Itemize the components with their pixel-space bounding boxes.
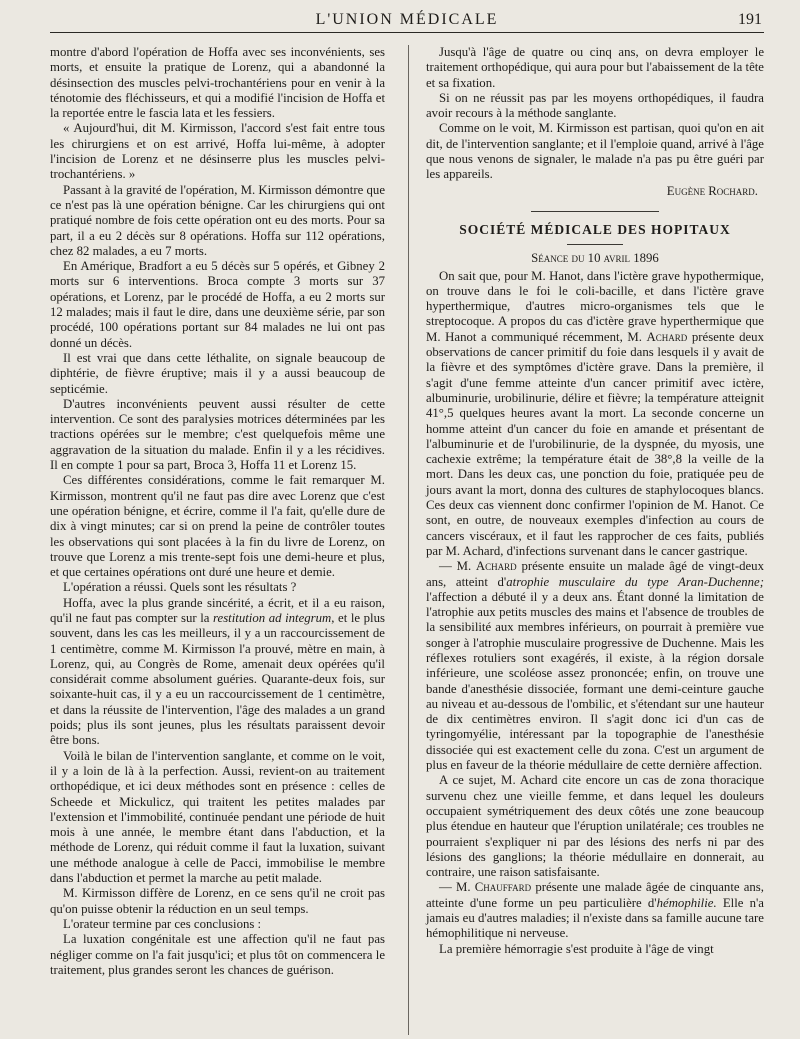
diagnosis-term: atrophie musculaire du type Aran-Duchenne; — [506, 574, 765, 589]
column-rule — [408, 45, 409, 1035]
paragraph: L'orateur termine par ces conclusions : — [63, 916, 262, 931]
paragraph — [426, 559, 764, 773]
text-run: On sait que, pour M. Hanot, dans l'ictère grave hypothermique, on trouve dans le foi le coli-bacille, et dans l'ictère grave hyperthermique, d'autres micro-organismes tels que le streptocoque. A propos du cas d'ictère grave hyperthermique que M. Hanot a communiqué récemment, M. — [426, 268, 764, 344]
text-run: — M. — [439, 559, 476, 574]
paragraph: Comme on le voit, M. Kirmisson est partisan, quoi qu'on en ait dit, de l'intervention sanglante; et il l'emploie quand, arrivé à l'âge que nous venons de signaler, le malade n'a pas pu être guéri par les appareils. — [426, 121, 764, 182]
paragraph: D'autres inconvénients peuvent aussi résulter de cette intervention. Ce sont des paralysies motrices déterminées par les tractions opérées sur le membre; c'est quelquefois même une aggravation de la situation du malade. Enfin il y a les récidives. Il en compte 1 pour sa part, Broca 3, Hoffa 11 et Lorenz 15. — [50, 396, 385, 473]
paragraph: M. Kirmisson diffère de Lorenz, en ce sens qu'il ne croit pas qu'on puisse obtenir la réduction en un seul temps. — [50, 886, 385, 916]
section-title: SOCIÉTÉ MÉDICALE DES HOPITAUX — [459, 221, 731, 237]
text-run: présente ensuite un malade âgé de vingt-deux ans, atteint d' — [426, 559, 764, 589]
paragraph: Jusqu'à l'âge de quatre ou cinq ans, on devra employer le traitement orthopédique, qui aura pour but l'abaissement de la tête et sa fixation. — [426, 45, 764, 90]
paragraph — [50, 596, 385, 749]
journal-title: L'UNION MÉDICALE — [315, 11, 499, 28]
person-name: Achard — [475, 559, 517, 574]
session-date: Séance du 10 avril 1896 — [531, 251, 659, 266]
text-run: Elle n'a jamais eu d'autres maladies; il n'existe dans sa famille aucune tare hémophilitique ni nerveuse. — [426, 895, 764, 941]
right-column — [426, 45, 764, 978]
paragraph: La première hémorragie s'est produite à l'âge de vingt — [439, 941, 714, 956]
text-run: Hoffa, avec la plus grande sincérité, a écrit, et il a eu raison, qu'il ne faut pas compter sur la — [50, 595, 385, 625]
paragraph: Passant à la gravité de l'opération, M. Kirmisson démontre que ce n'est pas là une opération bénigne. Car les chirurgiens qui ont pratiqué nombre de fois cette opération ont eu des morts. Pour sa part, il a eu 2 décès sur 8 opérations. Hoffa sur 112 opérations, chez 82 malades, a eu 7 morts. — [50, 182, 385, 258]
text-run: présente deux observations de cancer primitif du foie dans lesquels il y avait de la fièvre et des symptômes d'ictère grave. Dans la première, il s'agit d'une femme atteinte d'un cancer primitif avec ictère, albuminurie, urobilinurie, délire et fièvre; la température atteignit 41°,5 quelques heures avant la mort. La seconde concerne un homme atteint d'un cancer du foie en amande et présentant de l'albuminurie et de l'urobilinurie, de la dyspnée, du myosis, une cachexie extrême; la température était de 38°,8 la veille de la mort. Dans les deux cas, une ponction du foie, pratiquée peu de jours avant la mort, donna des cultures de staphylocoques blancs. Ces deux cas viennent donc confirmer l'opinion de M. Hanot. Ce sont, en outre, de nouveaux exemples d'infection au cours de cancers viscéraux, et il faut les rapprocher de ces faits, publiés par M. Achard, d'infections survenant dans le cancer gastrique. — [426, 329, 764, 558]
diagnosis-term: hémophilie. — [656, 895, 717, 910]
text-run: — M. — [439, 880, 475, 895]
paragraph: Ces différentes considérations, comme le fait remarquer M. Kirmisson, montrent qu'il ne faut pas dire avec Lorenz que c'est une opération bénigne, et écrire, comme il l'a fait, qu'elle dure de dix à vingt minutes; car si on prend la peine de contrôler toutes les observations qui sont placées à la fin du livre de Lorenz, on trouve que Lorenz a mis trente-sept fois une demi-heure et plus, et que certaines opérations ont duré une heure et demie. — [50, 473, 385, 580]
paragraph: montre d'abord l'opération de Hoffa avec ses inconvénients, ses morts, et ensuite la pratique de Lorenz, qui a abandonné la désinsection des muscles pelvi-trochantériens pour en venir à la ténotomie des fléchisseurs, et qui a modifié l'incision de Hoffa et la reportée entre le fascia lata et les fessiers. — [50, 45, 385, 121]
article-separator — [531, 211, 659, 212]
paragraph — [426, 269, 764, 560]
author-signature: Eugène Rochard. — [666, 183, 758, 198]
section-rule — [567, 244, 623, 245]
paragraph: Il est vrai que dans cette léthalite, on signale beaucoup de diphtérie, de fièvre éruptive; mais il y a aussi beaucoup de septicémie. — [50, 350, 385, 396]
two-column-body — [50, 45, 764, 978]
text-run: présente une malade âgée de cinquante ans, atteinte d'une forme un peu particulière d' — [426, 880, 764, 910]
paragraph: La luxation congénitale est une affection qu'il ne faut pas négliger comme on l'a fait jusqu'ici; et plus tôt on commencera le traitement, plus grandes seront les chances de guérison. — [50, 932, 385, 977]
paragraph: A ce sujet, M. Achard cite encore un cas de zona thoracique survenu chez une vieille femme, et dans lequel les douleurs occupaient symétriquement des deux côtés une zone beaucoup plus étendue en hauteur que l'éruption unilatérale; ces troubles ne pourraient s'expliquer ni par des lésions des nerfs ni par des lésions des ganglions; la théorie médullaire en donnerait, au contraire, une raison satisfaisante. — [426, 773, 764, 880]
paragraph — [426, 880, 764, 941]
latin-phrase: restitution ad integrum — [213, 610, 332, 625]
person-name: Chauffard — [474, 880, 532, 895]
running-header — [50, 8, 764, 33]
page-number: 191 — [738, 11, 762, 28]
text-run: l'affection a débuté il y a deux ans. Étant donné la limitation de l'atrophie aux petits muscles des mains et l'absence de troubles de la sensibilité aux membres inférieurs, on pourrait à première vue songer à l'atrophie musculaire progressive de Duchenne. Mais les réflexes rotuliers sont exagérés, il existe, à la région dorsale inférieure, une scoléose assez prononcée; enfin, on trouve une bande d'anesthésie dissociée, formant une demi-ceinture gauche au niveau et au-dessous de l'ombilic, et s'étendant sur une hauteur de dix centimètres environ. Il s'agit donc ici d'un cas de tyringomyélie, intéressant par la topographie de l'anesthésie dissociée qui est exactement celle du zona. C'est un argument de plus en faveur de la théorie médullaire de cette dernière affection. — [426, 589, 764, 773]
paragraph: « Aujourd'hui, dit M. Kirmisson, l'accord s'est fait entre tous les chirurgiens et on est arrivé, Hoffa lui-même, à adopter l'incision de Lorenz et ne désinserre plus les muscles pelvi-trochantériens. » — [50, 121, 385, 182]
text-run: , et le plus souvent, dans les cas les meilleurs, il y a un raccourcissement de 1 centimètre, comme M. Kirmisson l'a prouvé, mètre en main, à Lorenz, qui, au Congrès de Rome, amenait deux opérées qu'il considérait comme absolument guéries. Quarante-deux fois, sur soixante-huit cas, il y a eu un raccourcissement de 1 centimètre, et dans la réussite de l'intervention, l'âge des malades a un grand poids; plus ils sont jeunes, plus les résultats paraissent devoir être bons. — [50, 610, 385, 748]
paragraph: En Amérique, Bradfort a eu 5 décès sur 5 opérés, et Gibney 2 morts sur 6 interventions. Broca compte 3 morts sur 37 opérations, et Lorenz, par le procédé de Hoffa, a eu 2 morts sur 12 malades; mais il faut le dire, dans une deuxième série, par son procédé, 100 opérations portant sur 84 malades ne lui ont pas donné un décès. — [50, 259, 385, 350]
paragraph: Si on ne réussit pas par les moyens orthopédiques, il faudra avoir recours à la méthode sanglante. — [426, 90, 764, 121]
paragraph: Voilà le bilan de l'intervention sanglante, et comme on le voit, il y a loin de là à la perfection. Aussi, revient-on au traitement orthopédique, et ici deux méthodes sont en présence : celles de Scheede et Mickulicz, qui traitent les petites malades par l'extension et l'immobilité, continuée pendant une période de huit mois à une année, le membre étant dans l'abduction, et la méthode de Lorenz, qui réduit comme il faut la luxation, suivant une méthode analogue à celle de Pacci, immobilise le membre dans l'abduction et permet la marche au petit malade. — [50, 748, 385, 886]
left-column — [50, 45, 385, 978]
person-name: Achard — [646, 329, 688, 344]
paragraph: L'opération a réussi. Quels sont les résultats ? — [63, 580, 297, 595]
